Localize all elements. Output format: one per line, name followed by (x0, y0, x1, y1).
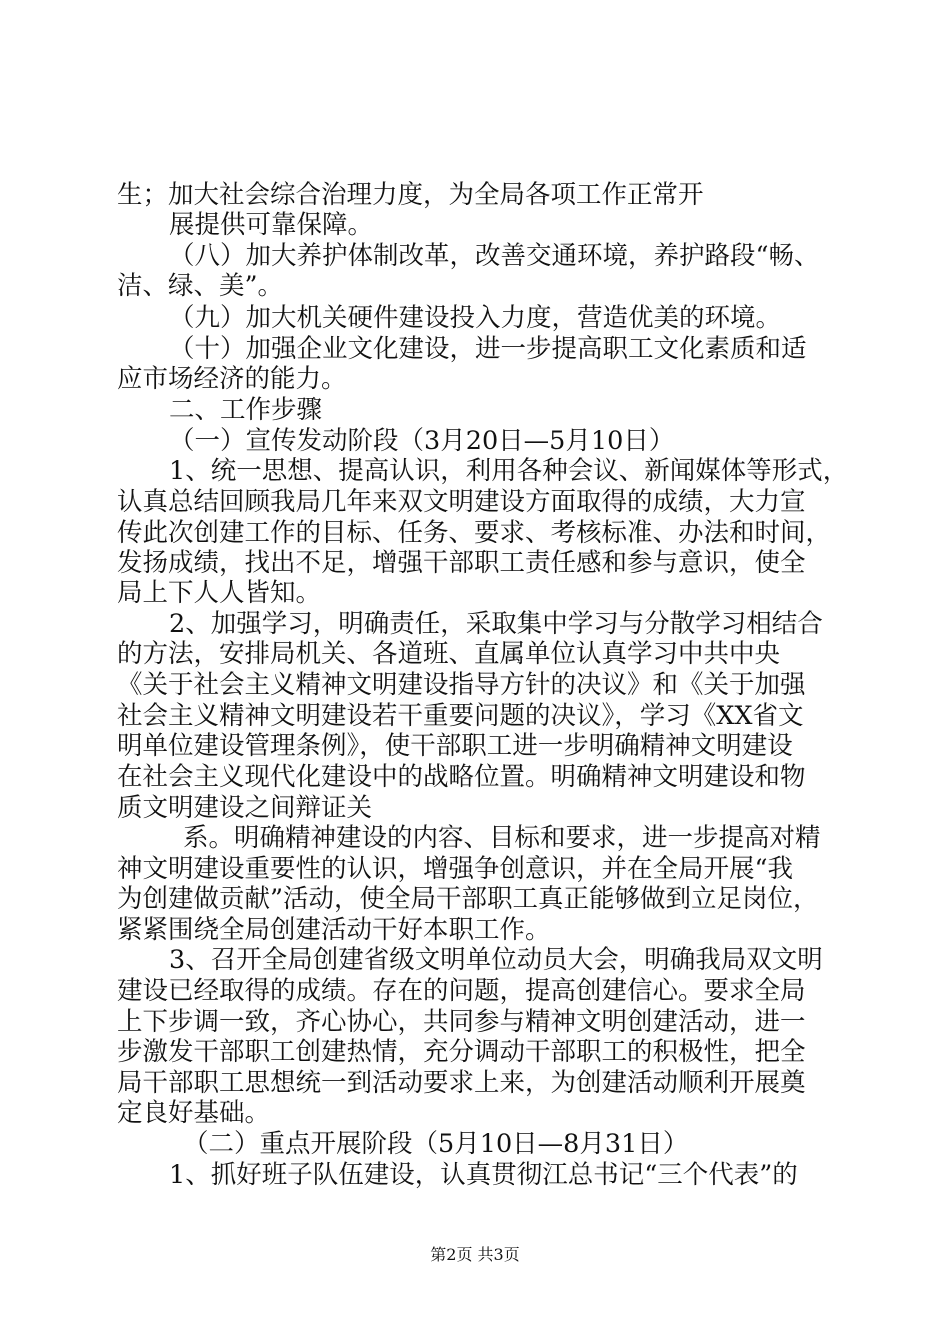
subsection-heading: （一）宣传发动阶段（3月20日—5月10日） (169, 426, 675, 456)
text-line: 认真总结回顾我局几年来双文明建设方面取得的成绩，大力宣 (117, 487, 806, 517)
text-line: （九）加大机关硬件建设投入力度，营造优美的环境。 (169, 303, 782, 333)
text-line: 应市场经济的能力。 (117, 364, 347, 394)
text-line: 2、加强学习，明确责任，采取集中学习与分散学习相结合 (169, 609, 823, 639)
text-line: 神文明建设重要性的认识，增强争创意识，并在全局开展“我 (117, 854, 794, 884)
text-line: 明单位建设管理条例》，使干部职工进一步明确精神文明建设 (117, 731, 793, 761)
text-line: 1、抓好班子队伍建设，认真贯彻江总书记“三个代表”的 (169, 1160, 798, 1190)
text-line: 为创建做贡献”活动，使全局干部职工真正能够做到立足岗位， (117, 884, 819, 914)
text-line: 《关于社会主义精神文明建设指导方针的决议》和《关于加强 (117, 670, 806, 700)
text-line: 系。明确精神建设的内容、目标和要求，进一步提高对精 (183, 823, 821, 853)
text-line: 在社会主义现代化建设中的战略位置。明确精神文明建设和物 (117, 762, 806, 792)
section-heading: 二、工作步骤 (169, 395, 323, 425)
text-line: 发扬成绩，找出不足，增强干部职工责任感和参与意识，使全 (117, 548, 806, 578)
text-line: 社会主义精神文明建设若干重要问题的决议》，学习《XX省文 (117, 701, 804, 731)
text-line: 传此次创建工作的目标、任务、要求、考核标准、办法和时间， (117, 518, 832, 548)
text-line: 展提供可靠保障。 (169, 210, 374, 240)
text-line: 定良好基础。 (117, 1098, 271, 1128)
text-line: 紧紧围绕全局创建活动干好本职工作。 (117, 915, 551, 945)
text-line: 建设已经取得的成绩。存在的问题，提高创建信心。要求全局 (117, 976, 806, 1006)
text-line: 质文明建设之间辩证关 (117, 793, 373, 823)
subsection-heading: （二）重点开展阶段（5月10日—8月31日） (183, 1129, 689, 1159)
text-line: 的方法，安排局机关、各道班、直属单位认真学习中共中央 (117, 639, 781, 669)
page-number-footer: 第2页 共3页 (430, 1245, 520, 1264)
text-line: 1、统一思想、提高认识，利用各种会议、新闻媒体等形式， (169, 456, 849, 486)
text-line: 洁、绿、美”。 (117, 271, 284, 301)
text-line: 上下步调一致，齐心协心，共同参与精神文明创建活动，进一 (117, 1007, 806, 1037)
text-line: 生；加大社会综合治理力度，为全局各项工作正常开 (117, 180, 704, 210)
text-line: 局上下人人皆知。 (117, 578, 322, 608)
text-line: 局干部职工思想统一到活动要求上来，为创建活动顺利开展奠 (117, 1068, 806, 1098)
text-line: （八）加大养护体制改革，改善交通环境，养护路段“畅、 (169, 241, 820, 271)
text-line: 3、召开全局创建省级文明单位动员大会，明确我局双文明 (169, 945, 823, 975)
text-line: （十）加强企业文化建设，进一步提高职工文化素质和适 (169, 334, 807, 364)
text-line: 步激发干部职工创建热情，充分调动干部职工的积极性，把全 (117, 1037, 806, 1067)
